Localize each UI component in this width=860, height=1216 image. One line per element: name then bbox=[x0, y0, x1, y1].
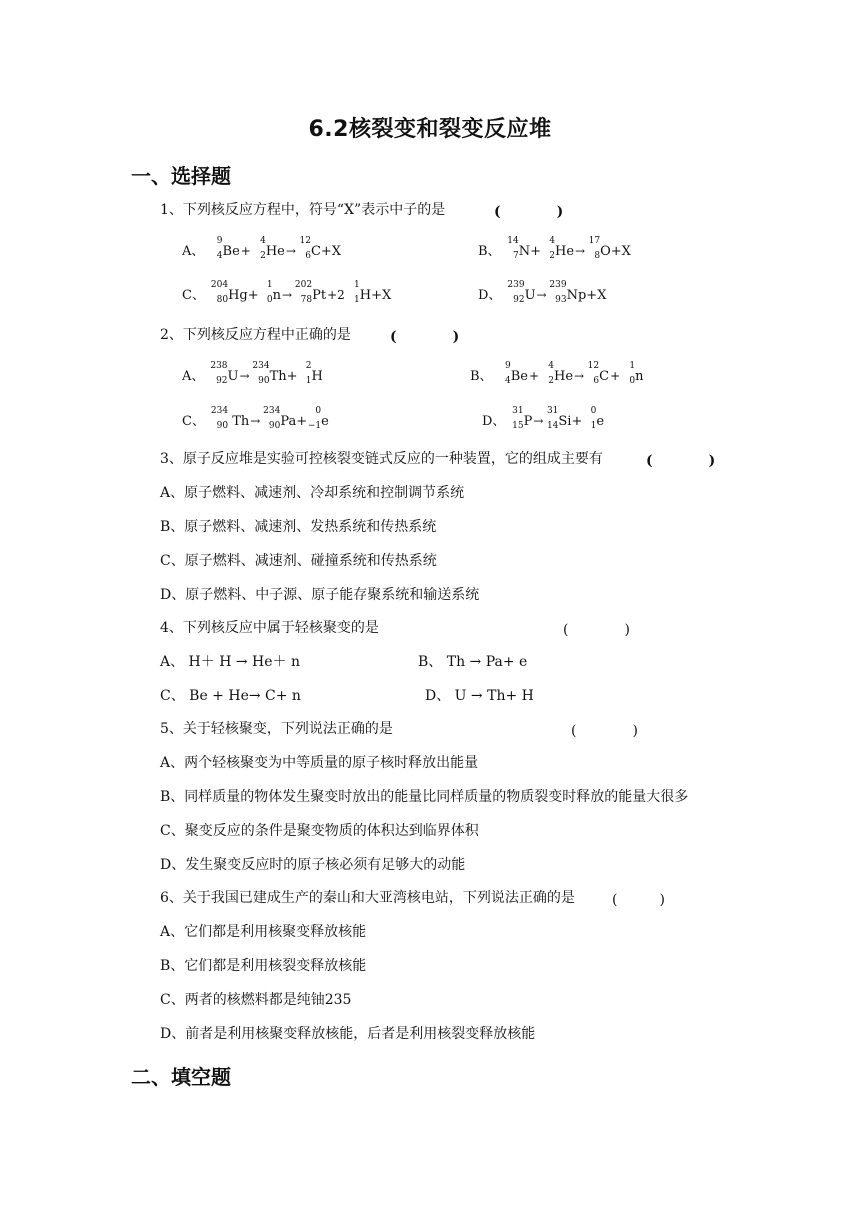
question-1-option-c bbox=[182, 280, 392, 306]
mass-number: 1 bbox=[629, 361, 636, 371]
question-3-option-d: D、原子燃料、中子源、原子能存聚系统和输送系统 bbox=[160, 587, 480, 603]
reaction-arrow: → bbox=[533, 414, 544, 428]
equation-operator: + bbox=[528, 369, 540, 383]
nuclide bbox=[209, 236, 240, 262]
nuclide bbox=[544, 406, 583, 432]
mass-number: 4 bbox=[549, 236, 555, 246]
reaction-arrow: → bbox=[575, 244, 586, 258]
element-symbol: e bbox=[321, 414, 329, 429]
atomic-number: 92 bbox=[513, 295, 525, 305]
nuclear-equation bbox=[209, 406, 329, 431]
nuclide bbox=[307, 406, 329, 432]
reaction-arrow: → bbox=[282, 288, 293, 302]
option-label: D、 bbox=[482, 414, 506, 429]
option-label: D、 bbox=[478, 288, 502, 303]
element-symbol: Be bbox=[510, 369, 528, 384]
mass-number: 239 bbox=[507, 280, 525, 290]
nuclide bbox=[209, 361, 239, 387]
mass-number: 14 bbox=[507, 236, 519, 246]
nuclide bbox=[209, 280, 259, 306]
element-symbol: H+X bbox=[359, 288, 392, 303]
mass-number: 1 bbox=[354, 280, 360, 290]
option-label: C、 bbox=[182, 414, 205, 429]
mass-number: 4 bbox=[260, 236, 266, 246]
nuclide bbox=[293, 280, 327, 306]
nuclear-equation bbox=[506, 280, 607, 305]
question-4-option-a: A、 H＋ H → He＋ n bbox=[160, 654, 301, 670]
equation-operator: +2 bbox=[327, 288, 345, 302]
element-symbol: U bbox=[524, 288, 536, 303]
element-symbol: Be bbox=[222, 244, 240, 259]
nuclide bbox=[541, 236, 575, 262]
question-6-option-a: A、它们都是利用核聚变释放核能 bbox=[160, 924, 367, 940]
nuclide bbox=[251, 361, 298, 387]
element-symbol: n bbox=[272, 288, 282, 303]
question-6-option-b: B、它们都是利用核裂变释放核能 bbox=[160, 958, 367, 974]
atomic-number: 90 bbox=[216, 421, 229, 431]
atomic-number: 80 bbox=[216, 295, 229, 305]
mass-number: 9 bbox=[504, 361, 511, 371]
atomic-number: 1 bbox=[354, 295, 360, 305]
atomic-number: 8 bbox=[594, 251, 601, 261]
element-symbol: Np+X bbox=[566, 288, 607, 303]
atomic-number: 4 bbox=[504, 376, 511, 386]
atomic-number: 6 bbox=[593, 376, 600, 386]
element-symbol: H bbox=[311, 369, 323, 384]
mass-number: 4 bbox=[548, 361, 555, 371]
element-symbol: He bbox=[265, 244, 285, 259]
nuclide bbox=[497, 361, 528, 387]
mass-number: 0 bbox=[315, 406, 322, 416]
nuclide bbox=[298, 361, 323, 387]
nuclear-equation bbox=[209, 361, 323, 386]
section-heading-choice: 一、选择题 bbox=[131, 164, 231, 188]
question-6-stem: 6、关于我国已建成生产的秦山和大亚湾核电站，下列说法正确的是 bbox=[160, 890, 575, 906]
reaction-arrow: → bbox=[536, 288, 547, 302]
element-symbol: e bbox=[596, 414, 605, 429]
nuclide bbox=[582, 406, 605, 432]
question-3-answer-blank: ( ) bbox=[646, 453, 716, 469]
nuclear-equation bbox=[209, 280, 392, 305]
option-label: A、 bbox=[182, 244, 205, 259]
question-1-option-b bbox=[478, 236, 631, 262]
atomic-number: 2 bbox=[548, 376, 555, 386]
mass-number: 2 bbox=[305, 361, 312, 371]
question-4-stem: 4、下列核反应中属于轻核聚变的是 bbox=[160, 620, 379, 636]
element-symbol: C bbox=[599, 369, 610, 384]
option-label: B、 bbox=[478, 244, 501, 259]
element-symbol: He bbox=[554, 369, 574, 384]
question-6-option-d: D、前者是利用核聚变释放核能，后者是利用核裂变释放核能 bbox=[160, 1026, 536, 1042]
nuclide bbox=[346, 280, 392, 306]
nuclear-equation bbox=[209, 236, 342, 261]
atomic-number: 90 bbox=[268, 421, 281, 431]
question-4-answer-blank: ( ) bbox=[563, 622, 630, 638]
atomic-number: 6 bbox=[305, 251, 311, 261]
nuclide bbox=[505, 236, 541, 262]
question-3-stem: 3、原子反应堆是实验可控核裂变链式反应的一种装置，它的组成主要有 bbox=[160, 451, 603, 467]
mass-number: 238 bbox=[210, 361, 228, 371]
atomic-number: 2 bbox=[549, 251, 555, 261]
atomic-number: 14 bbox=[546, 421, 559, 431]
mass-number: 202 bbox=[294, 280, 313, 290]
atomic-number: 7 bbox=[512, 251, 519, 261]
nuclear-equation bbox=[510, 406, 605, 431]
element-symbol: O+X bbox=[600, 244, 631, 259]
question-5-option-b: B、同样质量的物体发生聚变时放出的能量比同样质量的物质裂变时释放的能量大很多 bbox=[160, 789, 689, 805]
question-1-option-d bbox=[478, 280, 607, 306]
reaction-arrow: → bbox=[574, 369, 585, 383]
question-4-option-d: D、 U → Th+ H bbox=[425, 688, 534, 704]
mass-number: 12 bbox=[299, 236, 311, 246]
element-symbol: Pa+ bbox=[280, 414, 308, 429]
question-5-stem: 5、关于轻核聚变，下列说法正确的是 bbox=[160, 721, 393, 737]
element-symbol: U bbox=[227, 369, 239, 384]
element-symbol: Th+ bbox=[269, 369, 298, 384]
element-symbol: He bbox=[554, 244, 575, 259]
section-heading-fill: 二、填空题 bbox=[131, 1065, 231, 1089]
question-2-option-c bbox=[182, 406, 329, 432]
question-2-stem: 2、下列核反应方程中正确的是 bbox=[160, 327, 351, 343]
question-1-answer-blank: ( ) bbox=[494, 204, 564, 220]
atomic-number: 15 bbox=[512, 421, 524, 431]
atomic-number: −1 bbox=[307, 421, 322, 431]
element-symbol: C+X bbox=[310, 244, 342, 259]
question-2-answer-blank: ( ) bbox=[390, 329, 460, 345]
atomic-number: 0 bbox=[266, 295, 273, 305]
question-1-option-a bbox=[182, 236, 342, 262]
mass-number: 234 bbox=[252, 361, 270, 371]
nuclide bbox=[506, 280, 536, 306]
reaction-arrow: → bbox=[239, 369, 250, 383]
atomic-number: 4 bbox=[216, 251, 223, 261]
mass-number: 12 bbox=[587, 361, 600, 371]
mass-number: 239 bbox=[549, 280, 567, 290]
option-label: A、 bbox=[182, 369, 205, 384]
question-3-option-b: B、原子燃料、减速剂、发热系统和传热系统 bbox=[160, 519, 437, 535]
nuclide bbox=[261, 406, 308, 432]
question-4-option-c: C、 Be + He→ C+ n bbox=[160, 688, 301, 704]
mass-number: 204 bbox=[210, 280, 229, 290]
mass-number: 234 bbox=[210, 406, 229, 416]
question-1-stem: 1、下列核反应方程中，符号“X”表示中子的是 bbox=[160, 202, 446, 218]
page-title: 6.2核裂变和裂变反应堆 bbox=[308, 117, 552, 142]
atomic-number: 78 bbox=[300, 295, 313, 305]
question-5-option-c: C、聚变反应的条件是聚变物质的体积达到临界体积 bbox=[160, 823, 479, 839]
element-symbol: n bbox=[635, 369, 644, 384]
atomic-number: 1 bbox=[305, 376, 312, 386]
element-symbol: Th bbox=[228, 414, 250, 429]
atomic-number: 92 bbox=[216, 376, 228, 386]
mass-number: 0 bbox=[590, 406, 597, 416]
mass-number: 31 bbox=[512, 406, 524, 416]
mass-number: 17 bbox=[588, 236, 601, 246]
nuclide bbox=[209, 406, 250, 432]
question-5-answer-blank: ( ) bbox=[571, 723, 638, 739]
element-symbol: P bbox=[523, 414, 533, 429]
atomic-number: 1 bbox=[590, 421, 597, 431]
mass-number: 1 bbox=[266, 280, 273, 290]
mass-number: 234 bbox=[263, 406, 281, 416]
nuclide bbox=[621, 361, 644, 387]
atomic-number: 0 bbox=[629, 376, 636, 386]
mass-number: 31 bbox=[546, 406, 559, 416]
question-2-option-d bbox=[482, 406, 605, 432]
reaction-arrow: → bbox=[250, 414, 261, 428]
nuclide bbox=[585, 361, 610, 387]
nuclide bbox=[510, 406, 533, 432]
equation-operator: + bbox=[240, 244, 251, 258]
question-5-option-d: D、发生聚变反应时的原子核必须有足够大的动能 bbox=[160, 857, 466, 873]
option-label: C、 bbox=[182, 288, 205, 303]
nuclide bbox=[297, 236, 342, 262]
atomic-number: 90 bbox=[258, 376, 270, 386]
question-3-option-c: C、原子燃料、减速剂、碰撞系统和传热系统 bbox=[160, 553, 437, 569]
question-3-option-a: A、原子燃料、减速剂、冷却系统和控制调节系统 bbox=[160, 485, 465, 501]
nuclear-equation bbox=[497, 361, 644, 386]
equation-operator: + bbox=[610, 369, 621, 383]
atomic-number: 2 bbox=[260, 251, 266, 261]
nuclide bbox=[548, 280, 607, 306]
reaction-arrow: → bbox=[285, 244, 296, 258]
question-6-option-c: C、两者的核燃料都是纯铀235 bbox=[160, 992, 352, 1008]
element-symbol: Hg+ bbox=[228, 288, 259, 303]
option-label: B、 bbox=[470, 369, 493, 384]
element-symbol: Pt bbox=[312, 288, 327, 303]
element-symbol: N+ bbox=[518, 244, 541, 259]
question-2-option-a bbox=[182, 361, 323, 387]
mass-number: 9 bbox=[216, 236, 223, 246]
nuclide bbox=[586, 236, 631, 262]
question-4-option-b: B、 Th → Pa+ e bbox=[418, 654, 528, 670]
atomic-number: 93 bbox=[555, 295, 567, 305]
question-5-option-a: A、两个轻核聚变为中等质量的原子核时释放出能量 bbox=[160, 755, 479, 771]
element-symbol: Si+ bbox=[558, 414, 583, 429]
nuclide bbox=[259, 280, 282, 306]
nuclear-equation bbox=[505, 236, 631, 261]
nuclide bbox=[540, 361, 574, 387]
question-2-option-b bbox=[470, 361, 644, 387]
nuclide bbox=[252, 236, 285, 262]
question-6-answer-blank: ( ) bbox=[612, 892, 665, 908]
